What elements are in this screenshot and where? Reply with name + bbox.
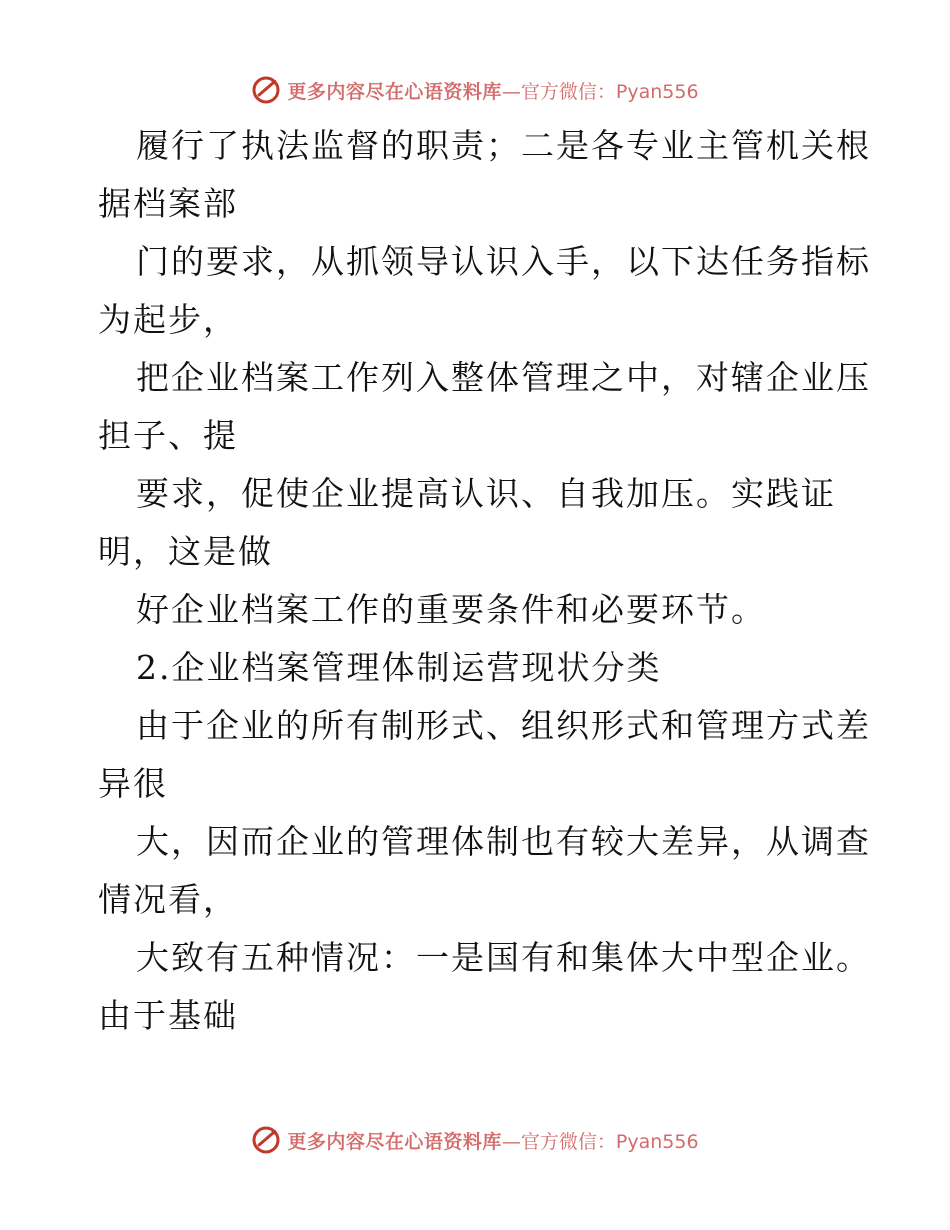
body-line: 好企业档案工作的重要条件和必要环节。	[136, 590, 766, 629]
body-line: 为起步，	[98, 300, 238, 339]
body-line: 据档案部	[98, 184, 238, 223]
footer-banner	[0, 1120, 950, 1160]
footer-contact-text: —官方微信：Pyan556	[501, 1130, 699, 1153]
brand-logo-icon	[251, 75, 281, 105]
body-line: 大致有五种情况：一是国有和集体大中型企业。	[136, 938, 871, 977]
body-line: 把企业档案工作列入整体管理之中，对辖企业压	[136, 358, 871, 397]
header-contact-text: —官方微信：Pyan556	[501, 80, 699, 103]
header-banner	[0, 70, 950, 110]
body-line: 情况看，	[98, 880, 238, 919]
header-brand-text: 更多内容尽在心语资料库	[287, 80, 502, 103]
body-line: 担子、提	[98, 416, 238, 455]
body-line: 履行了执法监督的职责；二是各专业主管机关根	[136, 126, 871, 165]
body-line: 大，因而企业的管理体制也有较大差异，从调查	[136, 822, 871, 861]
section-heading: 2.企业档案管理体制运营现状分类	[136, 648, 662, 687]
body-line: 要求，促使企业提高认识、自我加压。实践证	[136, 474, 836, 513]
brand-logo-icon	[251, 1125, 281, 1155]
document-body	[98, 117, 871, 1045]
body-line: 由于企业的所有制形式、组织形式和管理方式差	[136, 706, 871, 745]
body-line: 门的要求，从抓领导认识入手，以下达任务指标	[136, 242, 871, 281]
body-line: 明，这是做	[98, 532, 273, 571]
body-line: 由于基础	[98, 996, 238, 1035]
footer-brand-text: 更多内容尽在心语资料库	[287, 1130, 502, 1153]
body-line: 异很	[98, 764, 168, 803]
